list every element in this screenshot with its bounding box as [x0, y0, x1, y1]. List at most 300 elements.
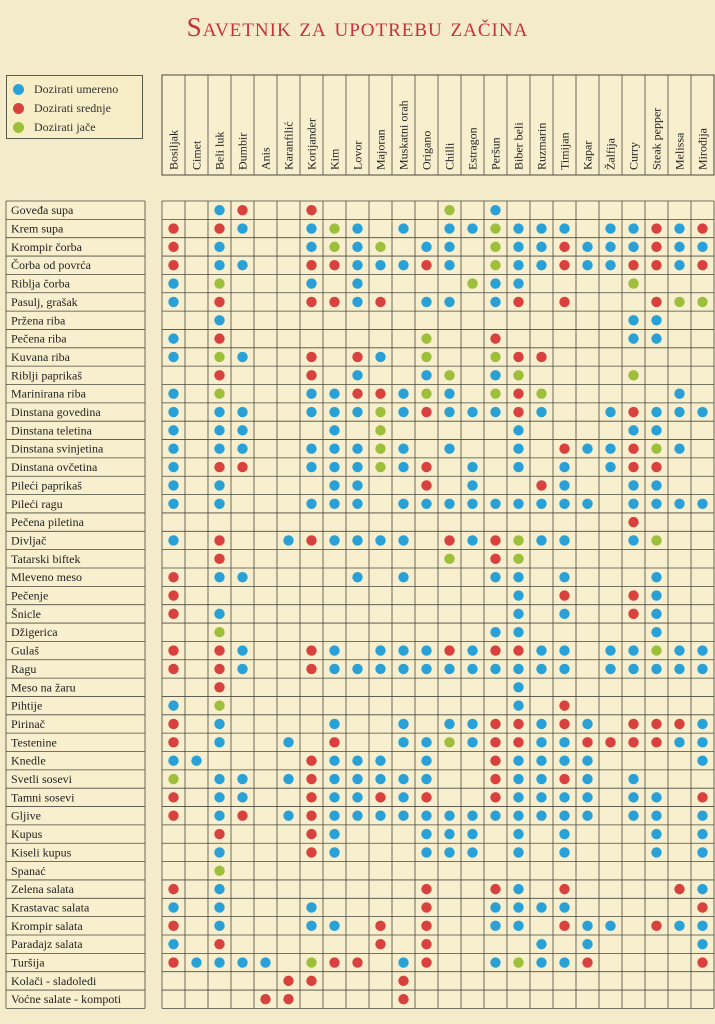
- spice-dot: [559, 535, 569, 545]
- spice-dot: [651, 829, 661, 839]
- spice-dot: [375, 774, 385, 784]
- spice-dot: [605, 462, 615, 472]
- spice-header: Anis: [258, 147, 273, 170]
- spice-dot: [306, 242, 316, 252]
- spice-dot: [513, 260, 523, 270]
- dish-label: Divljač: [11, 533, 47, 548]
- spice-dot: [329, 792, 339, 802]
- spice-dot: [490, 278, 500, 288]
- spice-dot: [559, 480, 569, 490]
- spice-dot: [536, 902, 546, 912]
- spice-dot: [329, 755, 339, 765]
- spice-dot: [444, 664, 454, 674]
- dish-label: Voćne salate - kompoti: [11, 992, 122, 1007]
- dish-label: Testenine: [11, 735, 57, 750]
- spice-dot: [582, 444, 592, 454]
- spice-dot: [306, 792, 316, 802]
- spice-dot: [559, 700, 569, 710]
- spice-dot: [329, 957, 339, 967]
- spice-dot: [697, 719, 707, 729]
- dish-label: Pileći paprikaš: [11, 478, 82, 493]
- spice-dot: [559, 774, 569, 784]
- spice-dot: [214, 774, 224, 784]
- spice-dot: [559, 737, 569, 747]
- spice-header: Korijander: [304, 118, 319, 170]
- dish-label: Pržena riba: [11, 313, 66, 328]
- spice-dot: [490, 388, 500, 398]
- spice-dot: [260, 957, 270, 967]
- spice-dot: [421, 902, 431, 912]
- spice-dot: [513, 352, 523, 362]
- spice-dot: [168, 645, 178, 655]
- spice-dot: [168, 811, 178, 821]
- spice-dot: [237, 444, 247, 454]
- spice-dot: [674, 499, 684, 509]
- spice-header: Kim: [327, 148, 342, 170]
- spice-dot: [168, 957, 178, 967]
- spice-dot: [306, 755, 316, 765]
- spice-dot: [697, 737, 707, 747]
- spice-dot: [398, 535, 408, 545]
- spice-dot: [513, 847, 523, 857]
- spice-dot: [490, 792, 500, 802]
- spice-dot: [375, 407, 385, 417]
- spice-dot: [605, 737, 615, 747]
- spice-dot: [168, 774, 178, 784]
- spice-dot: [582, 792, 592, 802]
- spice-dot: [605, 664, 615, 674]
- spice-dot: [375, 260, 385, 270]
- dish-label: Knedle: [11, 753, 46, 768]
- spice-dot: [467, 223, 477, 233]
- spice-dot: [191, 755, 201, 765]
- spice-dot: [329, 737, 339, 747]
- spice-dot: [214, 205, 224, 215]
- spice-dot: [674, 737, 684, 747]
- spice-dot: [628, 223, 638, 233]
- spice-dot: [283, 535, 293, 545]
- spice-dot: [352, 260, 362, 270]
- spice-dot: [237, 425, 247, 435]
- spice-dot: [559, 847, 569, 857]
- spice-dot: [214, 627, 224, 637]
- spice-dot: [375, 664, 385, 674]
- spice-dot: [306, 645, 316, 655]
- spice-dot: [467, 535, 477, 545]
- spice-dot: [490, 957, 500, 967]
- spice-dot: [559, 792, 569, 802]
- spice-dot: [559, 664, 569, 674]
- spice-dot: [168, 388, 178, 398]
- spice-dot: [237, 260, 247, 270]
- spice-dot: [513, 921, 523, 931]
- spice-dot: [651, 260, 661, 270]
- spice-dot: [697, 407, 707, 417]
- spice-dot: [651, 499, 661, 509]
- spice-dot: [421, 829, 431, 839]
- spice-dot: [283, 774, 293, 784]
- spice-dot: [559, 297, 569, 307]
- spice-dot: [214, 370, 224, 380]
- spice-dot: [697, 645, 707, 655]
- spice-dot: [513, 719, 523, 729]
- spice-dot: [352, 223, 362, 233]
- spice-dot: [490, 884, 500, 894]
- dish-label: Šnicle: [11, 606, 41, 621]
- spice-dot: [674, 884, 684, 894]
- spice-dot: [513, 535, 523, 545]
- spice-dot: [490, 719, 500, 729]
- spice-dot: [352, 792, 362, 802]
- spice-dot: [559, 462, 569, 472]
- spice-dot: [283, 994, 293, 1004]
- spice-dot: [237, 792, 247, 802]
- spice-dot: [168, 242, 178, 252]
- spice-dot: [329, 462, 339, 472]
- spice-dot: [513, 902, 523, 912]
- spice-dot: [490, 664, 500, 674]
- spice-dot: [582, 921, 592, 931]
- spice-dot: [306, 370, 316, 380]
- dish-label: Dinstana govedina: [11, 405, 101, 420]
- spice-dot: [582, 957, 592, 967]
- spice-dot: [398, 407, 408, 417]
- spice-dot: [214, 719, 224, 729]
- spice-dot: [697, 884, 707, 894]
- spice-dot: [559, 572, 569, 582]
- spice-dot: [306, 774, 316, 784]
- spice-dot: [214, 682, 224, 692]
- spice-dot: [214, 242, 224, 252]
- spice-dot: [651, 847, 661, 857]
- spice-dot: [513, 499, 523, 509]
- spice-dot: [398, 260, 408, 270]
- spice-dot: [214, 407, 224, 417]
- spice-dot: [329, 535, 339, 545]
- spice-dot: [628, 609, 638, 619]
- spice-dot: [605, 645, 615, 655]
- spice-dot: [306, 297, 316, 307]
- spice-dot: [559, 645, 569, 655]
- spice-dot: [421, 370, 431, 380]
- legend-label: Dozirati srednje: [34, 100, 111, 115]
- spice-dot: [490, 499, 500, 509]
- spice-dot: [214, 664, 224, 674]
- spice-dot: [237, 774, 247, 784]
- spice-dot: [352, 480, 362, 490]
- spice-dot: [651, 792, 661, 802]
- spice-dot: [628, 444, 638, 454]
- spice-dot: [490, 260, 500, 270]
- spice-dot: [467, 811, 477, 821]
- spice-dot: [536, 755, 546, 765]
- spice-dot: [375, 535, 385, 545]
- spice-dot: [398, 774, 408, 784]
- spice-dot: [444, 223, 454, 233]
- spice-dot: [559, 223, 569, 233]
- spice-dot: [214, 645, 224, 655]
- spice-dot: [398, 994, 408, 1004]
- spice-header: Ruzmarin: [534, 122, 549, 170]
- spice-dot: [513, 462, 523, 472]
- spice-dot: [375, 242, 385, 252]
- spice-dot: [168, 297, 178, 307]
- spice-dot: [536, 792, 546, 802]
- spice-dot: [651, 627, 661, 637]
- spice-dot: [490, 535, 500, 545]
- spice-header: Steak pepper: [649, 107, 664, 170]
- spice-header: Bosiljak: [166, 129, 181, 170]
- spice-dot: [375, 388, 385, 398]
- spice-dot: [214, 480, 224, 490]
- spice-dot: [605, 921, 615, 931]
- spice-dot: [214, 609, 224, 619]
- spice-dot: [697, 664, 707, 674]
- spice-dot: [237, 407, 247, 417]
- spice-dot: [490, 572, 500, 582]
- spice-dot: [697, 223, 707, 233]
- spice-dot: [352, 278, 362, 288]
- spice-dot: [168, 260, 178, 270]
- spice-dot: [490, 223, 500, 233]
- dish-label: Paradajz salata: [11, 937, 83, 952]
- dish-label: Pasulj, grašak: [11, 294, 78, 309]
- dish-label: Čorba od povrća: [11, 258, 91, 273]
- spice-header: Kapar: [580, 140, 595, 170]
- spice-dot: [536, 939, 546, 949]
- spice-dot: [214, 297, 224, 307]
- spice-header: Estragon: [465, 127, 480, 170]
- dish-label: Riblja čorba: [11, 276, 70, 291]
- spice-dot: [306, 223, 316, 233]
- spice-dot: [605, 260, 615, 270]
- spice-dot: [628, 499, 638, 509]
- spice-header: Majoran: [373, 129, 388, 170]
- spice-dot: [513, 737, 523, 747]
- spice-dot: [628, 315, 638, 325]
- spice-dot: [306, 407, 316, 417]
- spice-dot: [444, 737, 454, 747]
- spice-dot: [697, 829, 707, 839]
- spice-dot: [398, 462, 408, 472]
- spice-dot: [559, 719, 569, 729]
- spice-dot: [536, 388, 546, 398]
- spice-dot: [536, 499, 546, 509]
- spice-dot: [651, 315, 661, 325]
- spice-dot: [651, 609, 661, 619]
- spice-dot: [536, 774, 546, 784]
- spice-dot: [306, 957, 316, 967]
- spice-dot: [513, 609, 523, 619]
- spice-dot: [168, 939, 178, 949]
- spice-dot: [168, 719, 178, 729]
- spice-dot: [398, 719, 408, 729]
- spice-dot: [375, 297, 385, 307]
- spice-dot: [214, 572, 224, 582]
- spice-dot: [329, 499, 339, 509]
- spice-dot: [628, 480, 638, 490]
- dish-label: Spanać: [11, 863, 46, 878]
- spice-dot: [628, 407, 638, 417]
- spice-dot: [513, 829, 523, 839]
- spice-dot: [467, 407, 477, 417]
- spice-dot: [559, 755, 569, 765]
- spice-dot: [582, 260, 592, 270]
- spice-dot: [513, 407, 523, 417]
- spice-dot: [513, 627, 523, 637]
- spice-dot: [329, 425, 339, 435]
- spice-dot: [237, 572, 247, 582]
- spice-dot: [214, 921, 224, 931]
- spice-dot: [444, 388, 454, 398]
- spice-dot: [352, 407, 362, 417]
- dish-label: Riblji paprikaš: [11, 368, 82, 383]
- spice-dot: [329, 444, 339, 454]
- spice-dot: [306, 352, 316, 362]
- spice-dot: [398, 572, 408, 582]
- spice-dot: [490, 755, 500, 765]
- spice-dot: [421, 664, 431, 674]
- spice-header: Biber beli: [511, 122, 526, 170]
- spice-dot: [375, 921, 385, 931]
- spice-dot: [214, 847, 224, 857]
- spice-dot: [421, 645, 431, 655]
- spice-dot: [628, 370, 638, 380]
- spice-dot: [237, 223, 247, 233]
- spice-dot: [513, 444, 523, 454]
- spice-dot: [352, 811, 362, 821]
- spice-dot: [352, 352, 362, 362]
- spice-dot: [536, 260, 546, 270]
- spice-dot: [628, 719, 638, 729]
- spice-dot: [513, 682, 523, 692]
- spice-dot: [467, 462, 477, 472]
- spice-dot: [421, 755, 431, 765]
- spice-dot: [513, 755, 523, 765]
- spice-dot: [329, 774, 339, 784]
- spice-dot: [421, 847, 431, 857]
- spice-dot: [214, 866, 224, 876]
- spice-dot: [513, 774, 523, 784]
- spice-dot: [490, 902, 500, 912]
- spice-dot: [375, 755, 385, 765]
- spice-dot: [283, 737, 293, 747]
- spice-dot: [651, 664, 661, 674]
- spice-header: Žalfija: [603, 138, 618, 170]
- legend-label: Dozirati umereno: [34, 81, 119, 96]
- spice-dot: [444, 370, 454, 380]
- dish-label: Gljive: [11, 808, 41, 823]
- spice-dot: [168, 792, 178, 802]
- spice-dot: [329, 260, 339, 270]
- dish-label: Dinstana svinjetina: [11, 441, 104, 456]
- spice-dot: [421, 939, 431, 949]
- spice-dot: [467, 480, 477, 490]
- dish-label: Krem supa: [11, 221, 64, 236]
- spice-header: Karanfilić: [281, 121, 296, 170]
- dish-label: Turšija: [11, 955, 45, 970]
- spice-header: Chilli: [442, 142, 457, 170]
- spice-dot: [421, 499, 431, 509]
- spice-dot: [674, 223, 684, 233]
- spice-dot: [168, 407, 178, 417]
- spice-dot: [490, 370, 500, 380]
- spice-dot: [237, 957, 247, 967]
- spice-dot: [283, 976, 293, 986]
- spice-dot: [467, 664, 477, 674]
- spice-dot: [628, 278, 638, 288]
- spice-dot: [490, 333, 500, 343]
- spice-header: Curry: [626, 142, 641, 170]
- spice-dot: [559, 242, 569, 252]
- spice-header: Peršun: [488, 137, 503, 170]
- spice-dot: [306, 902, 316, 912]
- spice-dot: [168, 333, 178, 343]
- spice-dot: [490, 554, 500, 564]
- spice-dot: [513, 572, 523, 582]
- spice-dot: [306, 829, 316, 839]
- spice-dot: [536, 223, 546, 233]
- spice-header: Cimet: [189, 140, 204, 170]
- spice-dot: [444, 297, 454, 307]
- spice-header: Timijan: [557, 132, 572, 170]
- spice-dot: [283, 811, 293, 821]
- spice-dot: [329, 242, 339, 252]
- spice-dot: [168, 425, 178, 435]
- spice-dot: [513, 370, 523, 380]
- spice-dot: [490, 205, 500, 215]
- spice-dot: [536, 664, 546, 674]
- spice-dot: [421, 260, 431, 270]
- spice-dot: [168, 884, 178, 894]
- spice-dot: [651, 590, 661, 600]
- spice-dot: [214, 260, 224, 270]
- dish-label: Tatarski biftek: [11, 551, 81, 566]
- spice-dot: [628, 260, 638, 270]
- spice-dot: [352, 774, 362, 784]
- spice-dot: [237, 811, 247, 821]
- dish-label: Marinirana riba: [11, 386, 86, 401]
- spice-dot: [214, 792, 224, 802]
- spice-dot: [513, 223, 523, 233]
- dish-label: Dinstana ovčetina: [11, 460, 98, 475]
- spice-dot: [421, 884, 431, 894]
- spice-dot: [697, 755, 707, 765]
- dish-label: Dinstana teletina: [11, 423, 92, 438]
- spice-dot: [398, 811, 408, 821]
- dish-label: Pihtije: [11, 698, 43, 713]
- spice-dot: [513, 242, 523, 252]
- spice-dot: [559, 902, 569, 912]
- spice-dot: [651, 407, 661, 417]
- spice-dot: [168, 223, 178, 233]
- spice-dot: [168, 755, 178, 765]
- spice-dot: [697, 847, 707, 857]
- dish-label: Džigerica: [11, 625, 58, 640]
- spice-header: Muskatni orah: [396, 100, 411, 170]
- spice-dot: [628, 333, 638, 343]
- spice-dot: [306, 847, 316, 857]
- spice-dot: [674, 260, 684, 270]
- spice-dot: [582, 499, 592, 509]
- spice-dot: [559, 260, 569, 270]
- spice-dot: [536, 719, 546, 729]
- spice-dot: [329, 811, 339, 821]
- spice-dot: [237, 462, 247, 472]
- spice-dot: [168, 352, 178, 362]
- spice-dot: [697, 260, 707, 270]
- spice-dot: [628, 645, 638, 655]
